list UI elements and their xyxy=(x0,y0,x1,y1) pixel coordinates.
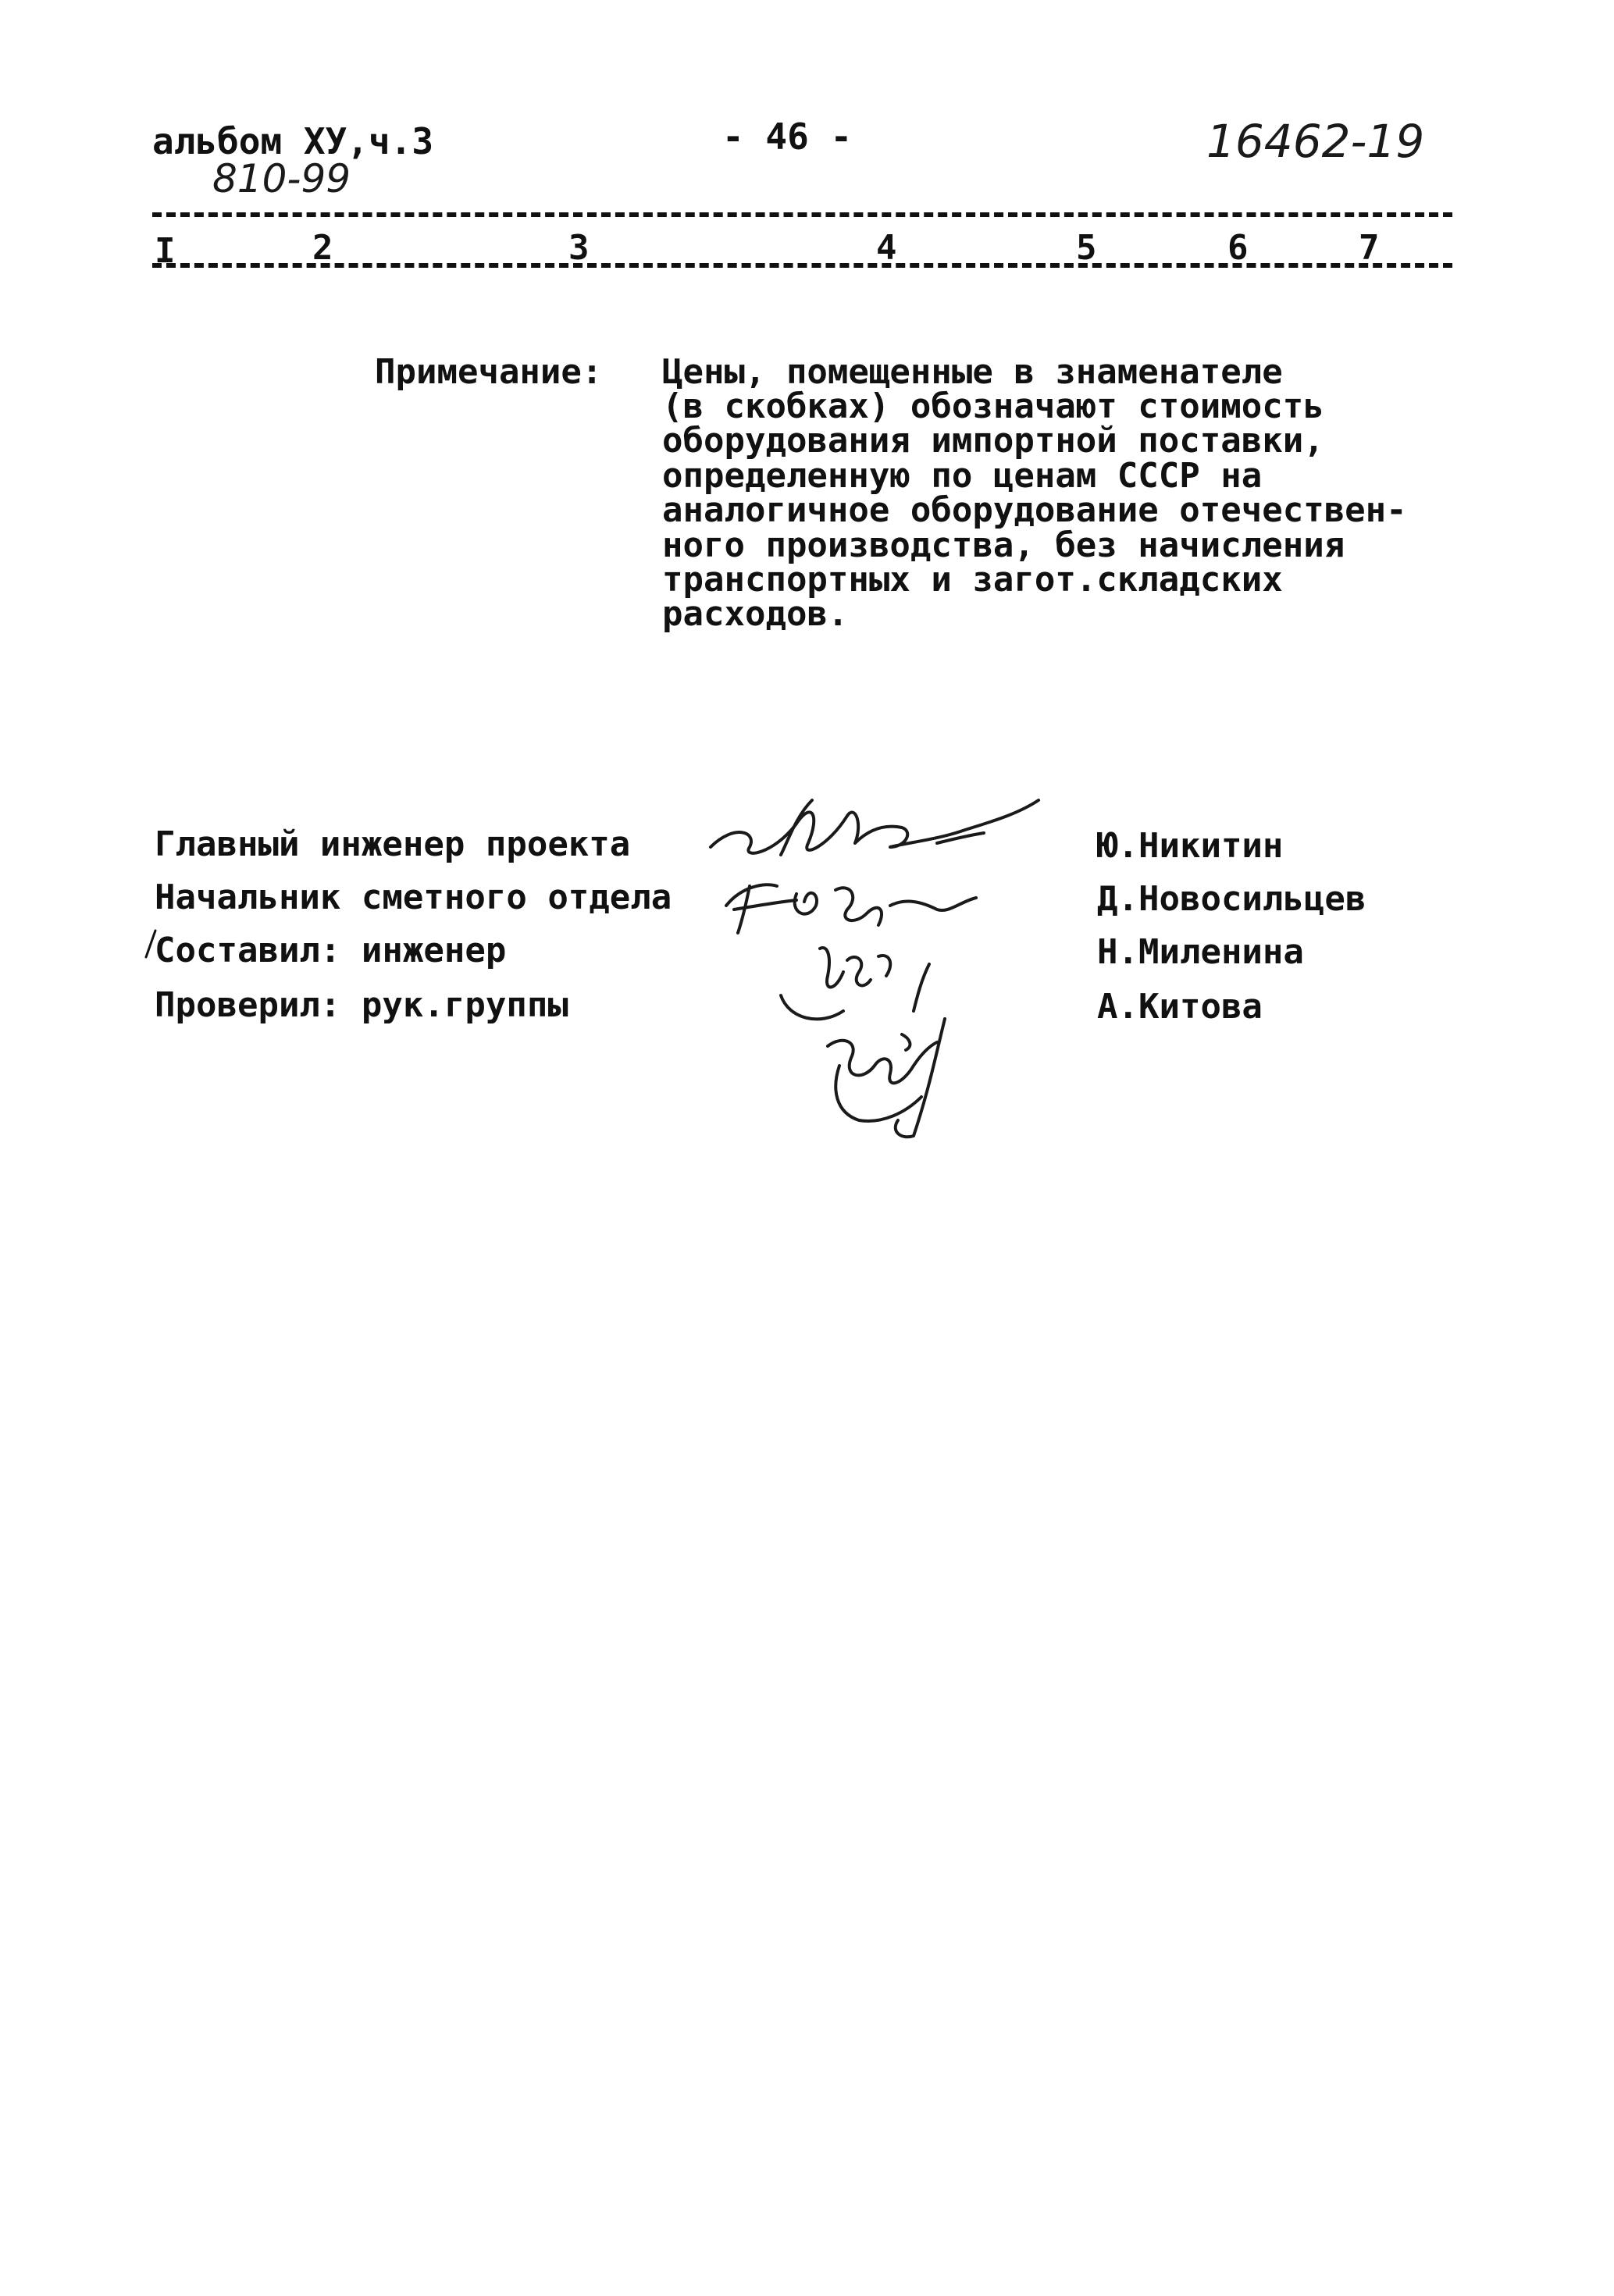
column-number: 3 xyxy=(568,228,590,268)
signature-role: Составил: инженер xyxy=(155,931,507,970)
signature-name: Д.Новосильцев xyxy=(1097,879,1366,919)
column-number: 7 xyxy=(1359,228,1380,268)
column-number: I xyxy=(155,231,176,271)
note-line: определенную по ценам СССР на xyxy=(662,456,1263,496)
note-line: оборудования импортной поставки, xyxy=(662,421,1324,461)
doc-number-handwritten: 16462-19 xyxy=(1206,115,1425,168)
header-divider xyxy=(152,212,1452,217)
note-line: (в скобках) обозначают стоимость xyxy=(662,386,1324,426)
signature-name: А.Китова xyxy=(1097,987,1263,1027)
note-label: Примечание: xyxy=(375,352,603,392)
signature-name: Н.Миленина xyxy=(1097,932,1304,972)
signature-role: Начальник сметного отдела xyxy=(155,877,672,917)
note-line: аналогичное оборудование отечествен- xyxy=(662,490,1407,530)
column-number: 5 xyxy=(1076,228,1097,268)
signature-role: Главный инженер проекта xyxy=(155,824,631,864)
column-number: 6 xyxy=(1227,228,1249,268)
signature-role: Проверил: рук.группы xyxy=(155,985,568,1025)
note-line: транспортных и загот.складских xyxy=(662,560,1283,600)
album-label: альбом ХУ,ч.3 xyxy=(152,120,434,162)
note-line: ного производства, без начисления xyxy=(662,525,1345,565)
hand-tick-mark xyxy=(143,929,159,960)
page-number: - 46 - xyxy=(722,116,853,158)
column-number: 2 xyxy=(312,228,333,268)
note-line: Цены, помещенные в знаменателе xyxy=(662,352,1283,392)
column-number: 4 xyxy=(876,228,897,268)
handwritten-signatures xyxy=(703,769,1093,1144)
album-code-handwritten: 810-99 xyxy=(212,156,351,201)
note-line: расходов. xyxy=(662,594,849,634)
signature-name: Ю.Никитин xyxy=(1097,826,1284,866)
column-divider xyxy=(152,263,1452,268)
